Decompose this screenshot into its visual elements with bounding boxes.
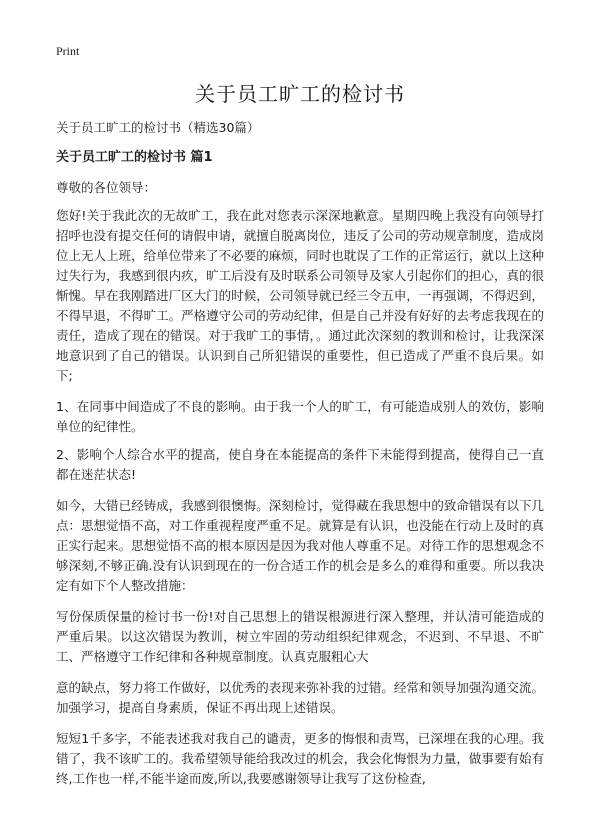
paragraph-5: 写份保质保量的检讨书一份!对自己思想上的错误根源进行深入整理，并认清可能造成的严重后果。以这次错误为教训，树立牢固的劳动组织纪律观念，不迟到、不早退、不旷工、严格遵守工作纪律和各种规章制度。认真克服粗心大 [56,609,544,664]
paragraph-4: 如今，大错已经铸成，我感到很懊悔。深刻检讨，觉得藏在我思想中的致命错误有以下几点：思想觉悟不高，对工作重视程度严重不足。就算是有认识，也没能在行动上及时的真正实行起来。思想觉悟不高的根本原因是因为我对他人尊重不足。对待工作的思想观念不够深刻,不够正确.没有认识到现在的一份合适工作的机会是多么的难得和重要。所以我决定有如下个人整改措施： [56,498,544,593]
section-heading: 关于员工旷工的检讨书 篇1 [56,150,213,165]
document-body [56,118,544,800]
paragraph-2: 1、在同事中间造成了不良的影响。由于我一个人的旷工，有可能造成别人的效仿，影响单位的纪律性。 [56,399,544,434]
print-link[interactable]: Print [56,44,80,58]
paragraph-3: 2、影响个人综合水平的提高，使自身在本能提高的条件下未能得到提高，使得自己一直都在迷茫状态! [56,447,544,482]
paragraph-7: 短短1千多字，不能表述我对我自己的谴责，更多的悔恨和责骂，已深埋在我的心理。我错了，我不该旷工的。我希望领导能给我改过的机会，我会化悔恨为力量，做事要有始有终,工作也一样,不能半途而废,所以,我要感谢领导让我写了这份检查, [56,731,544,786]
document-subtitle: 关于员工旷工的检讨书（精选30篇） [56,120,260,135]
document-title: 关于员工旷工的检讨书 [195,82,405,106]
paragraph-6: 意的缺点，努力将工作做好，以优秀的表现来弥补我的过错。经常和领导加强沟通交流。加强学习，提高自身素质，保证不再出现上述错误。 [56,680,544,715]
paragraph-1: 您好!关于我此次的无故旷工，我在此对您表示深深地歉意。星期四晚上我没有向领导打招呼也没有提交任何的请假申请，就擅自脱离岗位，违反了公司的劳动规章制度，造成岗位上无人上班，给单位带来了不必要的麻烦，同时也耽误了工作的正常运行，就以上这种过失行为，我感到很内疚，旷工后没有及时联系公司领导及家人引起你们的担心，真的很惭愧。早在我刚踏进厂区大门的时候，公司领导就已经三令五申，一再强调，不得迟到，不得早退，不得旷工。严格遵守公司的劳动纪律，但是自己并没有好好的去考虑我现在的责任，造成了现在的错误。对于我旷工的事情，。通过此次深刻的教训和检讨，让我深深地意识到了自己的错误。认识到自己所犯错误的重要性，但已造成了严重不良后果。如下; [56,208,544,383]
greeting: 尊敬的各位领导： [56,180,157,195]
